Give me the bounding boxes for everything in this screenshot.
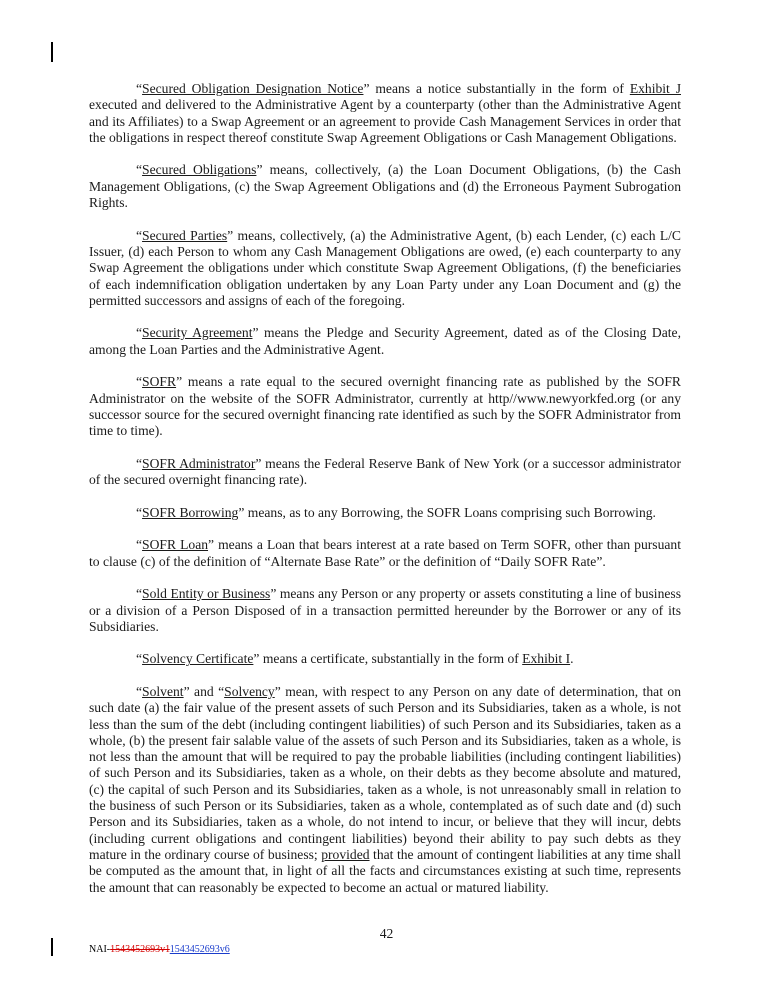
definition-text: ” mean, with respect to any Person on any date of determination, that on such date (a) the fair value of the present assets of such Person and its Subsidiaries, taken as a whole, is not less than the sum of the debt (including contingent liabilities) of such Person and its Subsidiaries, taken as a whole, (b) the present fair salable value of the assets of such Person and its Subsidiaries, taken as a whole, is not less than the amount that will be required to pay the probable liabilities (including contingent liabilities) of such Person and its Subsidiaries, taken as a whole, on their debts as they become absolute and matured, (c) the capital of such Person and its Subsidiaries, taken as a whole, is not unreasonably small in relation to the business of such Person or its Subsidiaries, taken as a whole, contemplated as of such date and (d) such Person and its Subsidiaries, taken as a whole, do not intend to incur, or believe that they will incur, debts (including current obligations and contingent liabilities) beyond their ability to pay such debts as they mature in the ordinary course of business; — [89, 683, 681, 862]
defined-term: Secured Parties — [142, 227, 228, 243]
document-id-inserted-version: 1543452693v6 — [169, 944, 230, 955]
page-number: 42 — [379, 926, 394, 941]
defined-term: Exhibit I — [522, 651, 571, 667]
definition-text: ” means a rate equal to the secured overnight financing rate as published by the SOFR Administrator on the website of the SOFR Administrator, currently at http//www.newyorkfed.org (or any successor source for the secured overnight financing rate identified as such by the SOFR Administrator from time to time). — [89, 374, 681, 439]
definition-text: “ — [136, 504, 143, 520]
defined-term: Solvent — [142, 683, 184, 699]
document-id-prefix: NAI- — [89, 944, 111, 955]
defined-term: Secured Obligation Designation Notice — [142, 81, 364, 96]
definition-paragraph — [89, 456, 681, 489]
definition-text: executed and delivered to the Administrative Agent by a counterparty (other than the Administrative Agent and its Affiliates) to a Swap Agreement or an agreement to provide Cash Management Services in order that the obligations in respect thereof constitute Swap Agreement Obligations or Cash Management Obligations. — [89, 97, 681, 145]
definition-paragraph — [89, 537, 681, 570]
definition-text: ” means, as to any Borrowing, the SOFR Loans comprising such Borrowing. — [238, 504, 656, 520]
definition-text: “ — [136, 537, 143, 553]
definition-paragraph — [89, 81, 681, 146]
defined-term: Sold Entity or Business — [142, 586, 271, 602]
document-id — [89, 944, 230, 956]
change-bar-bottom — [51, 938, 53, 956]
definition-paragraph — [89, 505, 681, 521]
definition-text: “ — [136, 651, 143, 667]
definition-text: ” means any Person or any property or assets constituting a line of business or a division of a Person Disposed of in a transaction permitted hereunder by the Borrower or any of its Subsidiaries. — [89, 586, 681, 634]
definition-text: “ — [136, 374, 143, 390]
definition-text: ” means a Loan that bears interest at a rate based on Term SOFR, other than pursuant to clause (c) of the definition of “Alternate Base Rate” or the definition of “Daily SOFR Rate”. — [89, 537, 681, 569]
definition-text: “ — [136, 683, 143, 699]
definition-paragraph — [89, 651, 681, 667]
defined-term: SOFR — [142, 374, 177, 390]
definition-paragraph — [89, 586, 681, 635]
defined-term: Security Agreement — [142, 325, 253, 341]
definition-paragraph — [89, 325, 681, 358]
defined-term: Secured Obligations — [142, 162, 257, 178]
definition-text: “ — [136, 227, 143, 243]
definition-text: ” means a notice substantially in the form of — [363, 81, 630, 96]
definition-text: “ — [136, 586, 143, 602]
definition-text: ” means the Pledge and Security Agreement, dated as of the Closing Date, among the Loan Parties and the Administrative Agent. — [89, 325, 681, 357]
defined-term: SOFR Borrowing — [142, 504, 239, 520]
defined-term: Solvency Certificate — [142, 651, 254, 667]
definition-text: that the amount of contingent liabilities at any time shall be computed as the amount that, in light of all the facts and circumstances existing at such time, represents the amount that can reasonably be expected to become an actual or matured liability. — [89, 846, 681, 895]
definition-text: “ — [136, 325, 143, 341]
definitions-body — [89, 81, 681, 912]
defined-term: Solvency — [224, 683, 275, 699]
change-bar-top — [51, 42, 53, 62]
definition-text: ” means the Federal Reserve Bank of New York (or a successor administrator of the secured overnight financing rate). — [89, 455, 681, 488]
definition-text: “ — [136, 162, 143, 178]
defined-term: provided — [321, 846, 370, 862]
document-id-deleted-version: 1543452693v1 — [110, 944, 170, 955]
definition-text: ” means, collectively, (a) the Loan Document Obligations, (b) the Cash Management Obligations, (c) the Swap Agreement Obligations and (d) the Erroneous Payment Subrogation Rights. — [89, 162, 681, 211]
definition-paragraph — [89, 162, 681, 211]
defined-term: SOFR Administrator — [142, 455, 256, 471]
definition-text: ” and “ — [183, 683, 225, 699]
definition-paragraph — [89, 684, 681, 896]
definition-text: . — [570, 651, 574, 667]
definition-text: ” means, collectively, (a) the Administrative Agent, (b) each Lender, (c) each L/C Issuer, (d) each Person to whom any Cash Management Obligations are owed, (e) each counterparty to any Swap Agreement the obligations under which constitute Swap Agreement Obligations, (f) the beneficiaries of each indemnification obligation undertaken by any Loan Party under any Loan Document and (g) the permitted successors and assigns of each of the foregoing. — [89, 227, 681, 308]
definition-text: “ — [136, 81, 143, 96]
defined-term: Exhibit J — [629, 81, 681, 96]
definition-paragraph — [89, 374, 681, 439]
definition-text: “ — [136, 455, 143, 471]
defined-term: SOFR Loan — [142, 537, 209, 553]
definition-paragraph — [89, 228, 681, 309]
definition-text: ” means a certificate, substantially in the form of — [253, 651, 523, 667]
